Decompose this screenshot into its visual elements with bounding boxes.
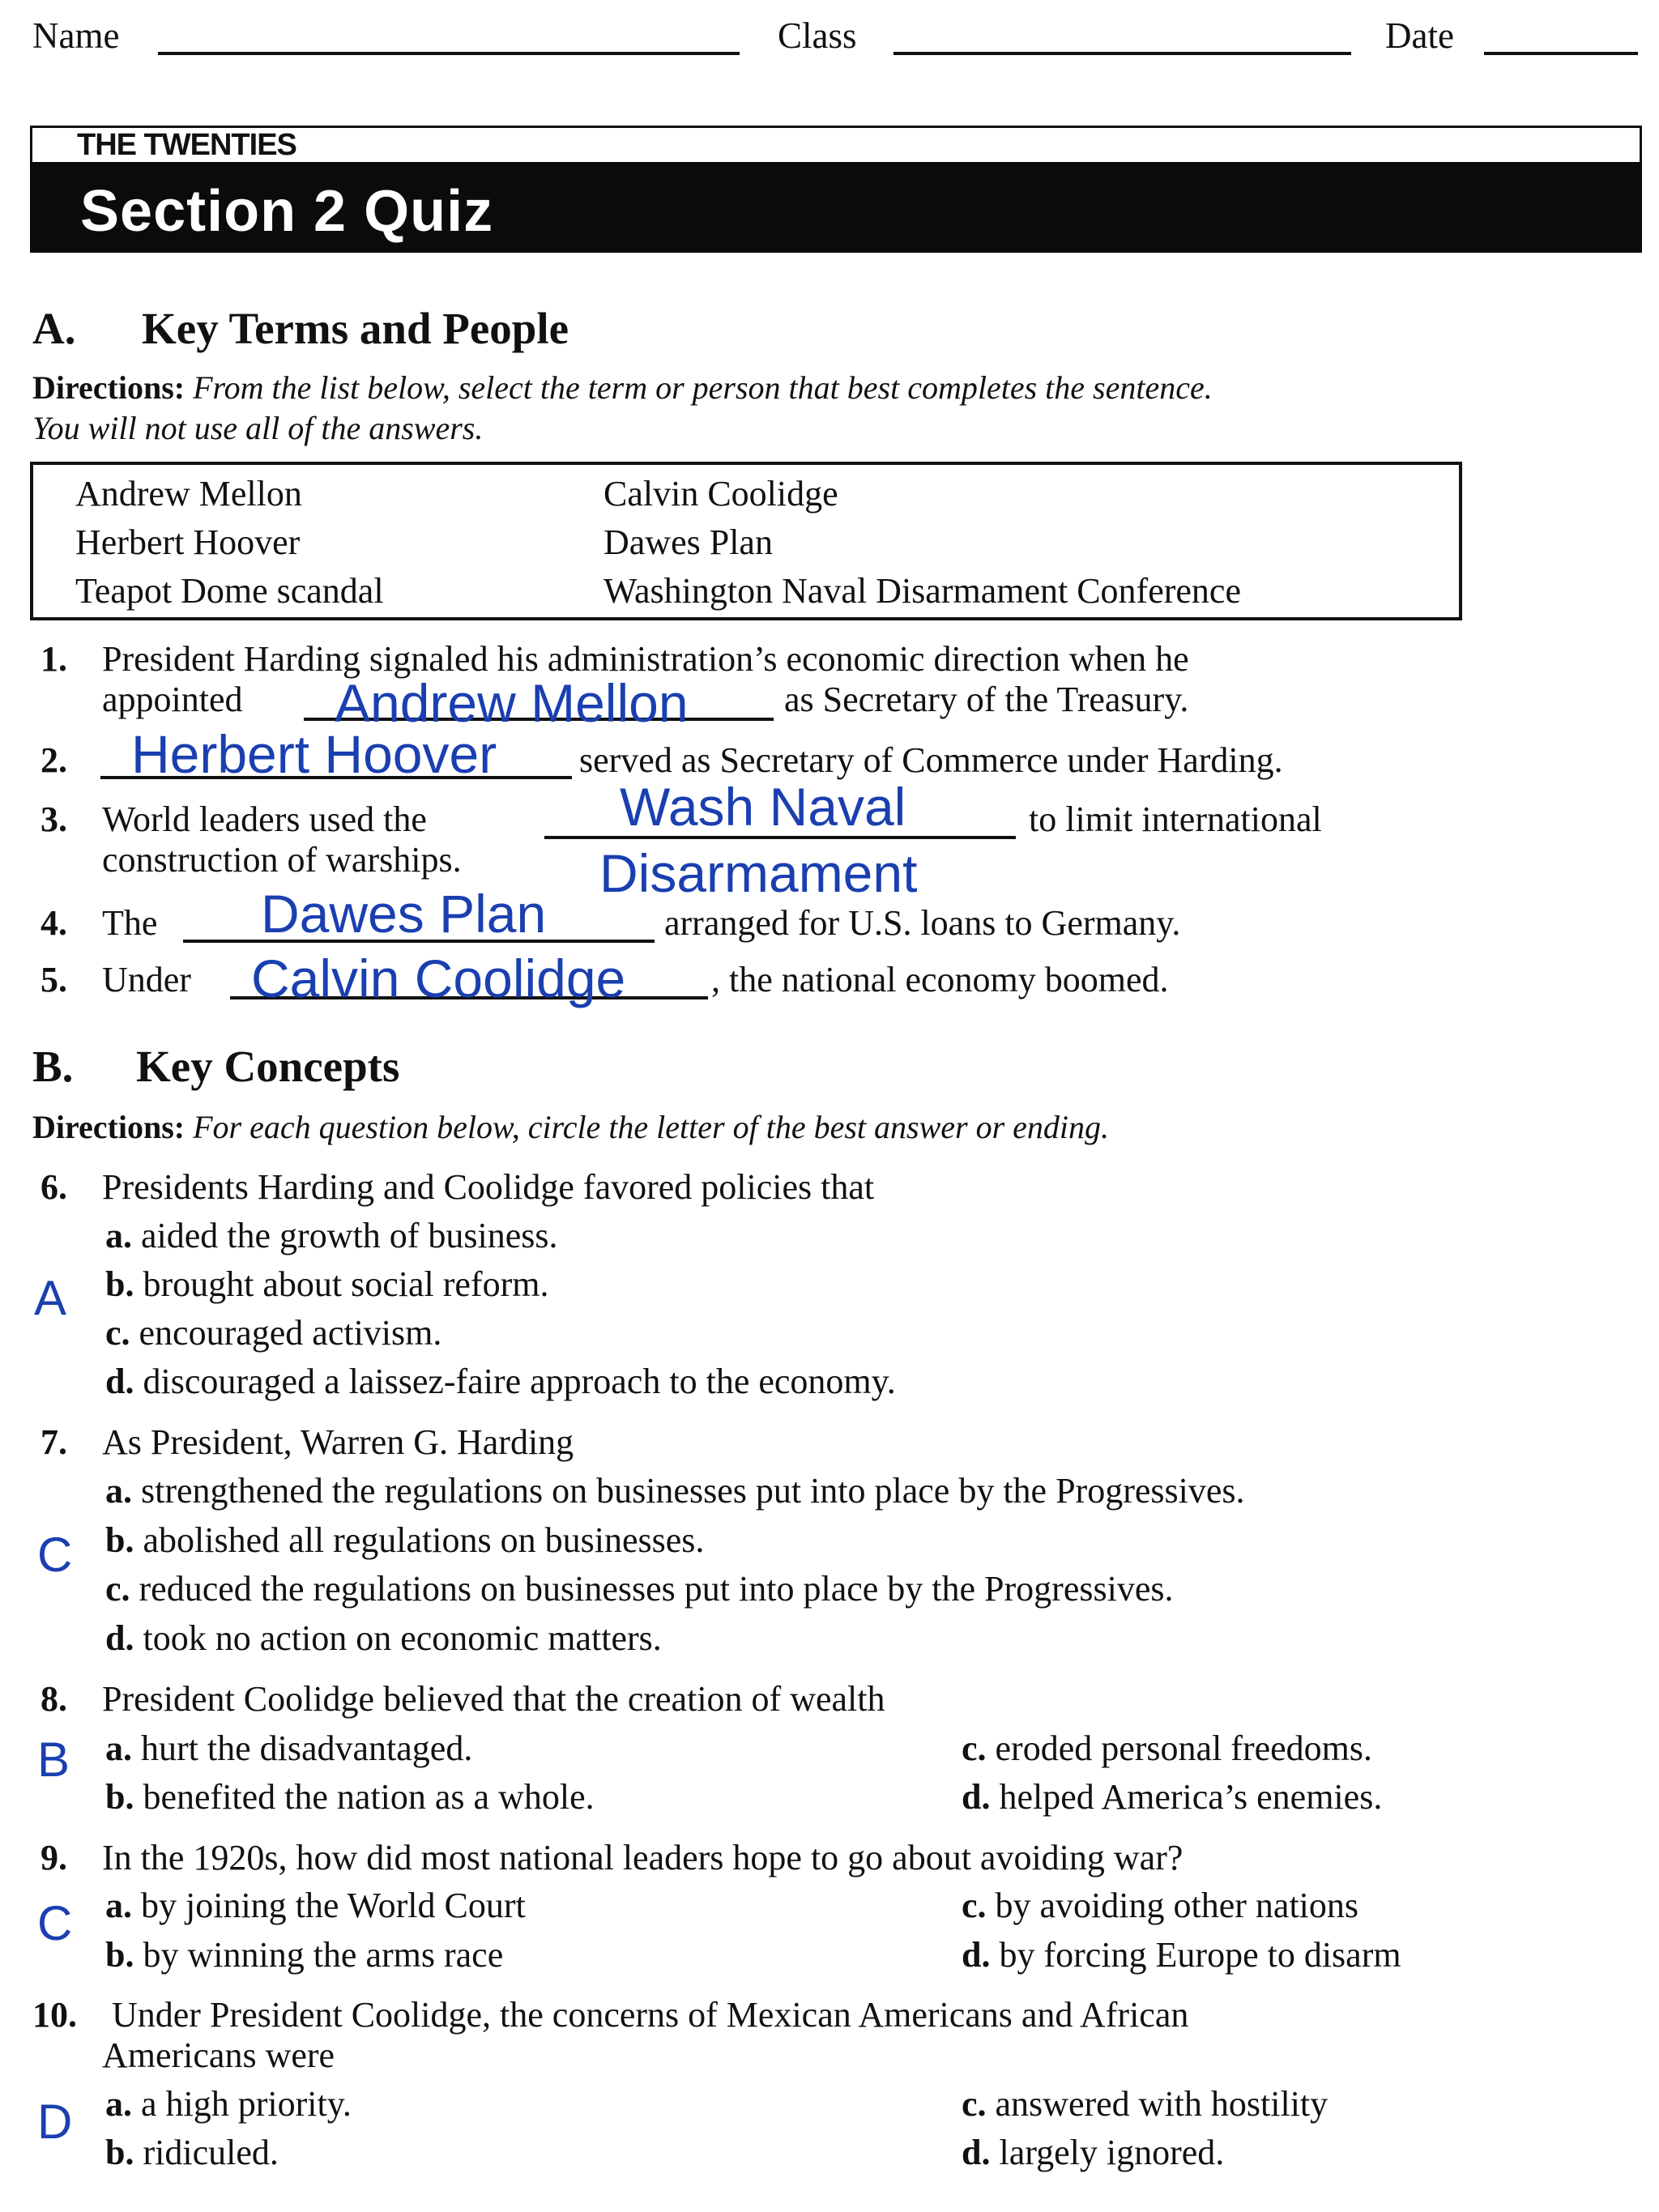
option-letter: b. <box>105 1520 134 1560</box>
handwritten-answer: Herbert Hoover <box>131 724 497 784</box>
option-letter: a. <box>105 1728 132 1768</box>
question-text: President Coolidge believed that the creation of wealth <box>102 1679 885 1719</box>
section-a-heading: Key Terms and People <box>142 304 569 353</box>
option-letter: d. <box>105 1362 134 1401</box>
handwritten-answer: Dawes Plan <box>261 884 547 944</box>
answer-option[interactable] <box>105 2083 352 2125</box>
option-letter: c. <box>962 1886 987 1925</box>
handwritten-answer: Disarmament <box>599 843 918 903</box>
answer-option[interactable] <box>105 1885 526 1926</box>
name-label: Name <box>32 15 120 56</box>
option-text: a high priority. <box>141 2084 352 2124</box>
question-number: 7. <box>41 1422 67 1462</box>
term-item: Calvin Coolidge <box>603 474 838 514</box>
term-item: Andrew Mellon <box>75 474 302 514</box>
handwritten-answer: Wash Naval <box>620 777 906 837</box>
question-text: World leaders used the <box>102 799 427 839</box>
page-title: Section 2 Quiz <box>80 179 494 244</box>
option-text: ridiculed. <box>143 2133 279 2172</box>
section-a-directions-1 <box>32 369 1213 407</box>
question-number: 10. <box>32 1995 77 2035</box>
option-letter: d. <box>962 2133 991 2172</box>
answer-option[interactable] <box>962 1885 1358 1926</box>
banner-subtitle-box <box>30 126 1642 162</box>
section-b-directions <box>32 1108 1109 1146</box>
option-letter: b. <box>105 2133 134 2172</box>
name-line[interactable] <box>158 52 740 55</box>
question-text: construction of warships. <box>102 840 462 880</box>
answer-option[interactable] <box>105 1568 1173 1609</box>
answer-option[interactable] <box>105 1519 704 1561</box>
answer-option[interactable] <box>962 1776 1382 1818</box>
question-text: As President, Warren G. Harding <box>102 1422 574 1462</box>
option-letter: c. <box>105 1569 130 1609</box>
answer-option[interactable] <box>105 2132 279 2173</box>
handwritten-letter: A <box>34 1271 67 1325</box>
section-b-heading: Key Concepts <box>136 1042 400 1091</box>
question-text: as Secretary of the Treasury. <box>784 680 1189 719</box>
banner-title-box <box>30 162 1642 253</box>
option-letter: c. <box>962 1728 987 1768</box>
question-text: Presidents Harding and Coolidge favored policies that <box>102 1167 875 1207</box>
answer-option[interactable] <box>105 1728 472 1769</box>
banner-subtitle: THE TWENTIES <box>77 128 296 162</box>
answer-option[interactable] <box>105 1215 557 1256</box>
option-text: by winning the arms race <box>143 1935 504 1975</box>
answer-option[interactable] <box>105 1776 595 1818</box>
answer-option[interactable] <box>105 1934 503 1975</box>
option-letter: d. <box>962 1935 991 1975</box>
section-b-letter: B. <box>32 1042 74 1091</box>
question-number: 5. <box>41 960 67 999</box>
directions-label: Directions: <box>32 1109 186 1145</box>
question-number: 8. <box>41 1679 67 1719</box>
question-text: served as Secretary of Commerce under Harding. <box>579 740 1283 780</box>
question-number: 6. <box>41 1167 67 1207</box>
section-a-directions-2 <box>32 409 483 447</box>
answer-option[interactable] <box>962 2132 1224 2173</box>
directions-text: You will not use all of the answers. <box>32 410 484 446</box>
question-text: President Harding signaled his administration’s economic direction when he <box>102 639 1189 679</box>
option-text: helped America’s enemies. <box>999 1777 1383 1817</box>
option-text: by forcing Europe to disarm <box>999 1935 1401 1975</box>
answer-option[interactable] <box>105 1264 548 1305</box>
answer-option[interactable] <box>105 1617 662 1659</box>
question-text: In the 1920s, how did most national leaders hope to go about avoiding war? <box>102 1838 1183 1877</box>
handwritten-letter: D <box>37 2095 73 2149</box>
class-label: Class <box>778 15 857 56</box>
answer-option[interactable] <box>962 1728 1372 1769</box>
option-text: answered with hostility <box>995 2084 1328 2124</box>
question-text: appointed <box>102 680 243 719</box>
answer-option[interactable] <box>962 1934 1401 1975</box>
question-text: Americans were <box>102 2035 335 2075</box>
section-a-letter: A. <box>32 304 76 353</box>
option-text: largely ignored. <box>999 2133 1225 2172</box>
term-item: Herbert Hoover <box>75 522 301 562</box>
option-text: encouraged activism. <box>139 1313 442 1353</box>
option-letter: a. <box>105 2084 132 2124</box>
handwritten-answer: Andrew Mellon <box>335 673 689 733</box>
question-text: Under President Coolidge, the concerns of Mexican Americans and African <box>112 1995 1189 2035</box>
option-letter: c. <box>105 1313 130 1353</box>
directions-label: Directions: <box>32 369 186 406</box>
question-number: 2. <box>41 740 67 780</box>
option-letter: a. <box>105 1471 132 1511</box>
question-text: Under <box>102 960 191 999</box>
option-text: aided the growth of business. <box>141 1216 558 1255</box>
option-text: eroded personal freedoms. <box>995 1728 1373 1768</box>
term-item: Teapot Dome scandal <box>75 571 384 611</box>
class-line[interactable] <box>893 52 1351 55</box>
answer-option[interactable] <box>962 2083 1328 2125</box>
handwritten-answer: Calvin Coolidge <box>251 948 626 1008</box>
directions-text: From the list below, select the term or person that best completes the sentence. <box>193 369 1213 406</box>
directions-text: For each question below, circle the letter of the best answer or ending. <box>193 1109 1110 1145</box>
option-letter: a. <box>105 1886 132 1925</box>
term-item: Washington Naval Disarmament Conference <box>603 571 1241 611</box>
option-letter: a. <box>105 1216 132 1255</box>
answer-option[interactable] <box>105 1312 441 1353</box>
answer-option[interactable] <box>105 1361 896 1402</box>
option-text: abolished all regulations on businesses. <box>143 1520 705 1560</box>
option-letter: b. <box>105 1777 134 1817</box>
option-text: hurt the disadvantaged. <box>141 1728 473 1768</box>
question-text: , the national economy boomed. <box>711 960 1169 999</box>
option-text: benefited the nation as a whole. <box>143 1777 595 1817</box>
option-text: reduced the regulations on businesses put into place by the Progressives. <box>139 1569 1174 1609</box>
option-letter: b. <box>105 1264 134 1304</box>
handwritten-letter: C <box>37 1528 73 1582</box>
term-item: Dawes Plan <box>603 522 773 562</box>
question-text: to limit international <box>1029 799 1322 839</box>
option-text: by avoiding other nations <box>995 1886 1359 1925</box>
term-bank <box>30 462 1462 620</box>
date-label: Date <box>1385 15 1454 56</box>
option-text: strengthened the regulations on businesses put into place by the Progressives. <box>141 1471 1245 1511</box>
question-text: The <box>102 903 158 943</box>
question-number: 1. <box>41 639 67 679</box>
question-text: arranged for U.S. loans to Germany. <box>664 903 1181 943</box>
option-text: by joining the World Court <box>141 1886 526 1925</box>
handwritten-letter: B <box>37 1733 70 1787</box>
option-text: discouraged a laissez-faire approach to the economy. <box>143 1362 896 1401</box>
option-text: took no action on economic matters. <box>143 1618 662 1658</box>
option-letter: b. <box>105 1935 134 1975</box>
question-number: 9. <box>41 1838 67 1877</box>
question-number: 3. <box>41 799 67 839</box>
date-line[interactable] <box>1484 52 1638 55</box>
option-letter: d. <box>962 1777 991 1817</box>
question-number: 4. <box>41 903 67 943</box>
option-text: brought about social reform. <box>143 1264 549 1304</box>
answer-option[interactable] <box>105 1470 1245 1511</box>
handwritten-letter: C <box>37 1896 73 1950</box>
option-letter: d. <box>105 1618 134 1658</box>
option-letter: c. <box>962 2084 987 2124</box>
